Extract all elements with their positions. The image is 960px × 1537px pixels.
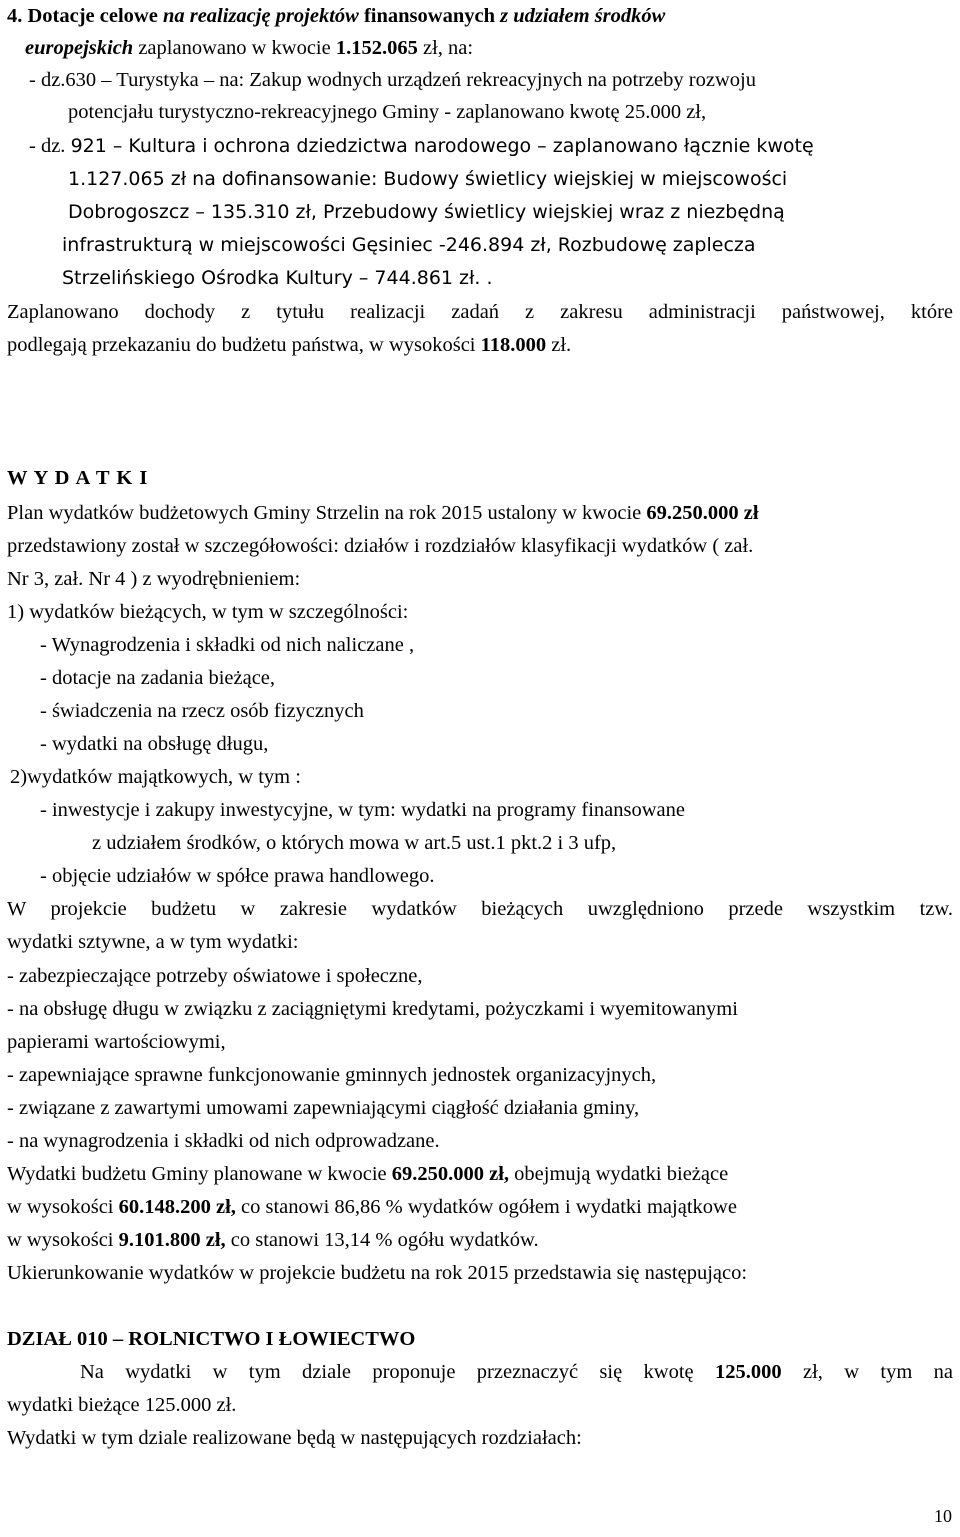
section4-dz921-cont-4: Strzelińskiego Ośrodka Kultury – 744.861 zł. . <box>62 267 493 289</box>
sztywne-item-cont: papierami wartościowymi, <box>7 1031 226 1053</box>
section4-dz921-cont-2: Dobrogoszcz – 135.310 zł, Przebudowy świetlicy wiejskiej wraz z niezbędną <box>68 201 785 223</box>
wydatki-p3-line-2: w wysokości 60.148.200 zł, co stanowi 86,86 % wydatków ogółem i wydatki majątkowe <box>7 1196 737 1218</box>
section4-dz630-line: - dz.630 – Turystyka – na: Zakup wodnych urządzeń rekreacyjnych na potrzeby rozwoju <box>29 69 756 91</box>
wydatki-p1-line-3: Nr 3, zał. Nr 4 ) z wyodrębnieniem: <box>7 568 301 590</box>
dzial-010-line-3: Wydatki w tym dziale realizowane będą w następujących rozdziałach: <box>7 1427 582 1449</box>
sztywne-item: - na wynagrodzenia i składki od nich odprowadzane. <box>7 1130 440 1152</box>
wydatki-p3-line-1: Wydatki budżetu Gminy planowane w kwocie 69.250.000 zł, obejmują wydatki bieżące <box>7 1163 729 1185</box>
section4-dz630-cont: potencjału turystyczno-rekreacyjnego Gminy - zaplanowano kwotę 25.000 zł, <box>68 101 707 123</box>
biezace-title: 1) wydatków bieżących, w tym w szczególności: <box>7 601 409 623</box>
sztywne-item: - zabezpieczające potrzeby oświatowe i społeczne, <box>7 965 423 987</box>
biezace-item: - Wynagrodzenia i składki od nich naliczane , <box>40 634 415 656</box>
biezace-item: - świadczenia na rzecz osób fizycznych <box>40 700 364 722</box>
wydatki-heading: W Y D A T K I <box>7 467 149 489</box>
section4-dz921-line: - dz. 921 – Kultura i ochrona dziedzictwa narodowego – zaplanowano łącznie kwotę <box>29 135 814 157</box>
biezace-item: - wydatki na obsługę długu, <box>40 733 269 755</box>
wydatki-p1-line-2: przedstawiony został w szczegółowości: działów i rozdziałów klasyfikacji wydatków ( zał. <box>7 535 754 557</box>
wydatki-p4: Ukierunkowanie wydatków w projekcie budżetu na rok 2015 przedstawia się następująco: <box>7 1262 748 1284</box>
sztywne-item: - związane z zawartymi umowami zapewniającymi ciągłość działania gminy, <box>7 1097 640 1119</box>
section4-dochody-line-2: podlegają przekazaniu do budżetu państwa, w wysokości 118.000 zł. <box>7 334 572 356</box>
wydatki-p3-line-3: w wysokości 9.101.800 zł, co stanowi 13,14 % ogółu wydatków. <box>7 1229 539 1251</box>
sztywne-item: - na obsługę długu w związku z zaciągniętymi kredytami, pożyczkami i wyemitowanymi <box>7 998 738 1020</box>
section4-line-2: europejskich zaplanowano w kwocie 1.152.065 zł, na: <box>25 37 474 59</box>
majatkowe-item: - inwestycje i zakupy inwestycyjne, w tym: wydatki na programy finansowane <box>40 799 686 821</box>
page-number: 10 <box>934 1506 952 1526</box>
majatkowe-title: 2)wydatków majątkowych, w tym : <box>10 766 301 788</box>
wydatki-p1-line-1: Plan wydatków budżetowych Gminy Strzelin na rok 2015 ustalony w kwocie 69.250.000 zł <box>7 502 759 524</box>
dzial-010-line-2: wydatki bieżące 125.000 zł. <box>7 1394 237 1416</box>
wydatki-p2-line-1: W projekcie budżetu w zakresie wydatków bieżących uwzględniono przede wszystkim tzw. <box>7 898 953 920</box>
dzial-010-heading: DZIAŁ 010 – ROLNICTWO I ŁOWIECTWO <box>7 1328 416 1350</box>
section4-dz921-cont-1: 1.127.065 zł na dofinansowanie: Budowy świetlicy wiejskiej w miejscowości <box>68 168 788 190</box>
section4-line-1: 4. Dotacje celowe na realizację projektów finansowanych z udziałem środków <box>7 5 666 27</box>
dzial-010-line-1: Na wydatki w tym dziale proponuje przeznaczyć się kwotę 125.000 zł, w tym na <box>80 1361 954 1383</box>
majatkowe-item: - objęcie udziałów w spółce prawa handlowego. <box>40 865 435 887</box>
sztywne-item: - zapewniające sprawne funkcjonowanie gminnych jednostek organizacyjnych, <box>7 1064 657 1086</box>
section4-dochody-line-1: Zaplanowano dochody z tytułu realizacji zadań z zakresu administracji państwowej, które <box>7 301 953 323</box>
majatkowe-item-cont: z udziałem środków, o których mowa w art.5 ust.1 pkt.2 i 3 ufp, <box>92 832 617 854</box>
biezace-item: - dotacje na zadania bieżące, <box>40 667 276 689</box>
wydatki-p2-line-2: wydatki sztywne, a w tym wydatki: <box>7 931 299 953</box>
section4-number: 4. Dotacje celowe <box>7 5 163 27</box>
section4-dz921-cont-3: infrastrukturą w miejscowości Gęsiniec -246.894 zł, Rozbudowę zaplecza <box>62 234 756 256</box>
